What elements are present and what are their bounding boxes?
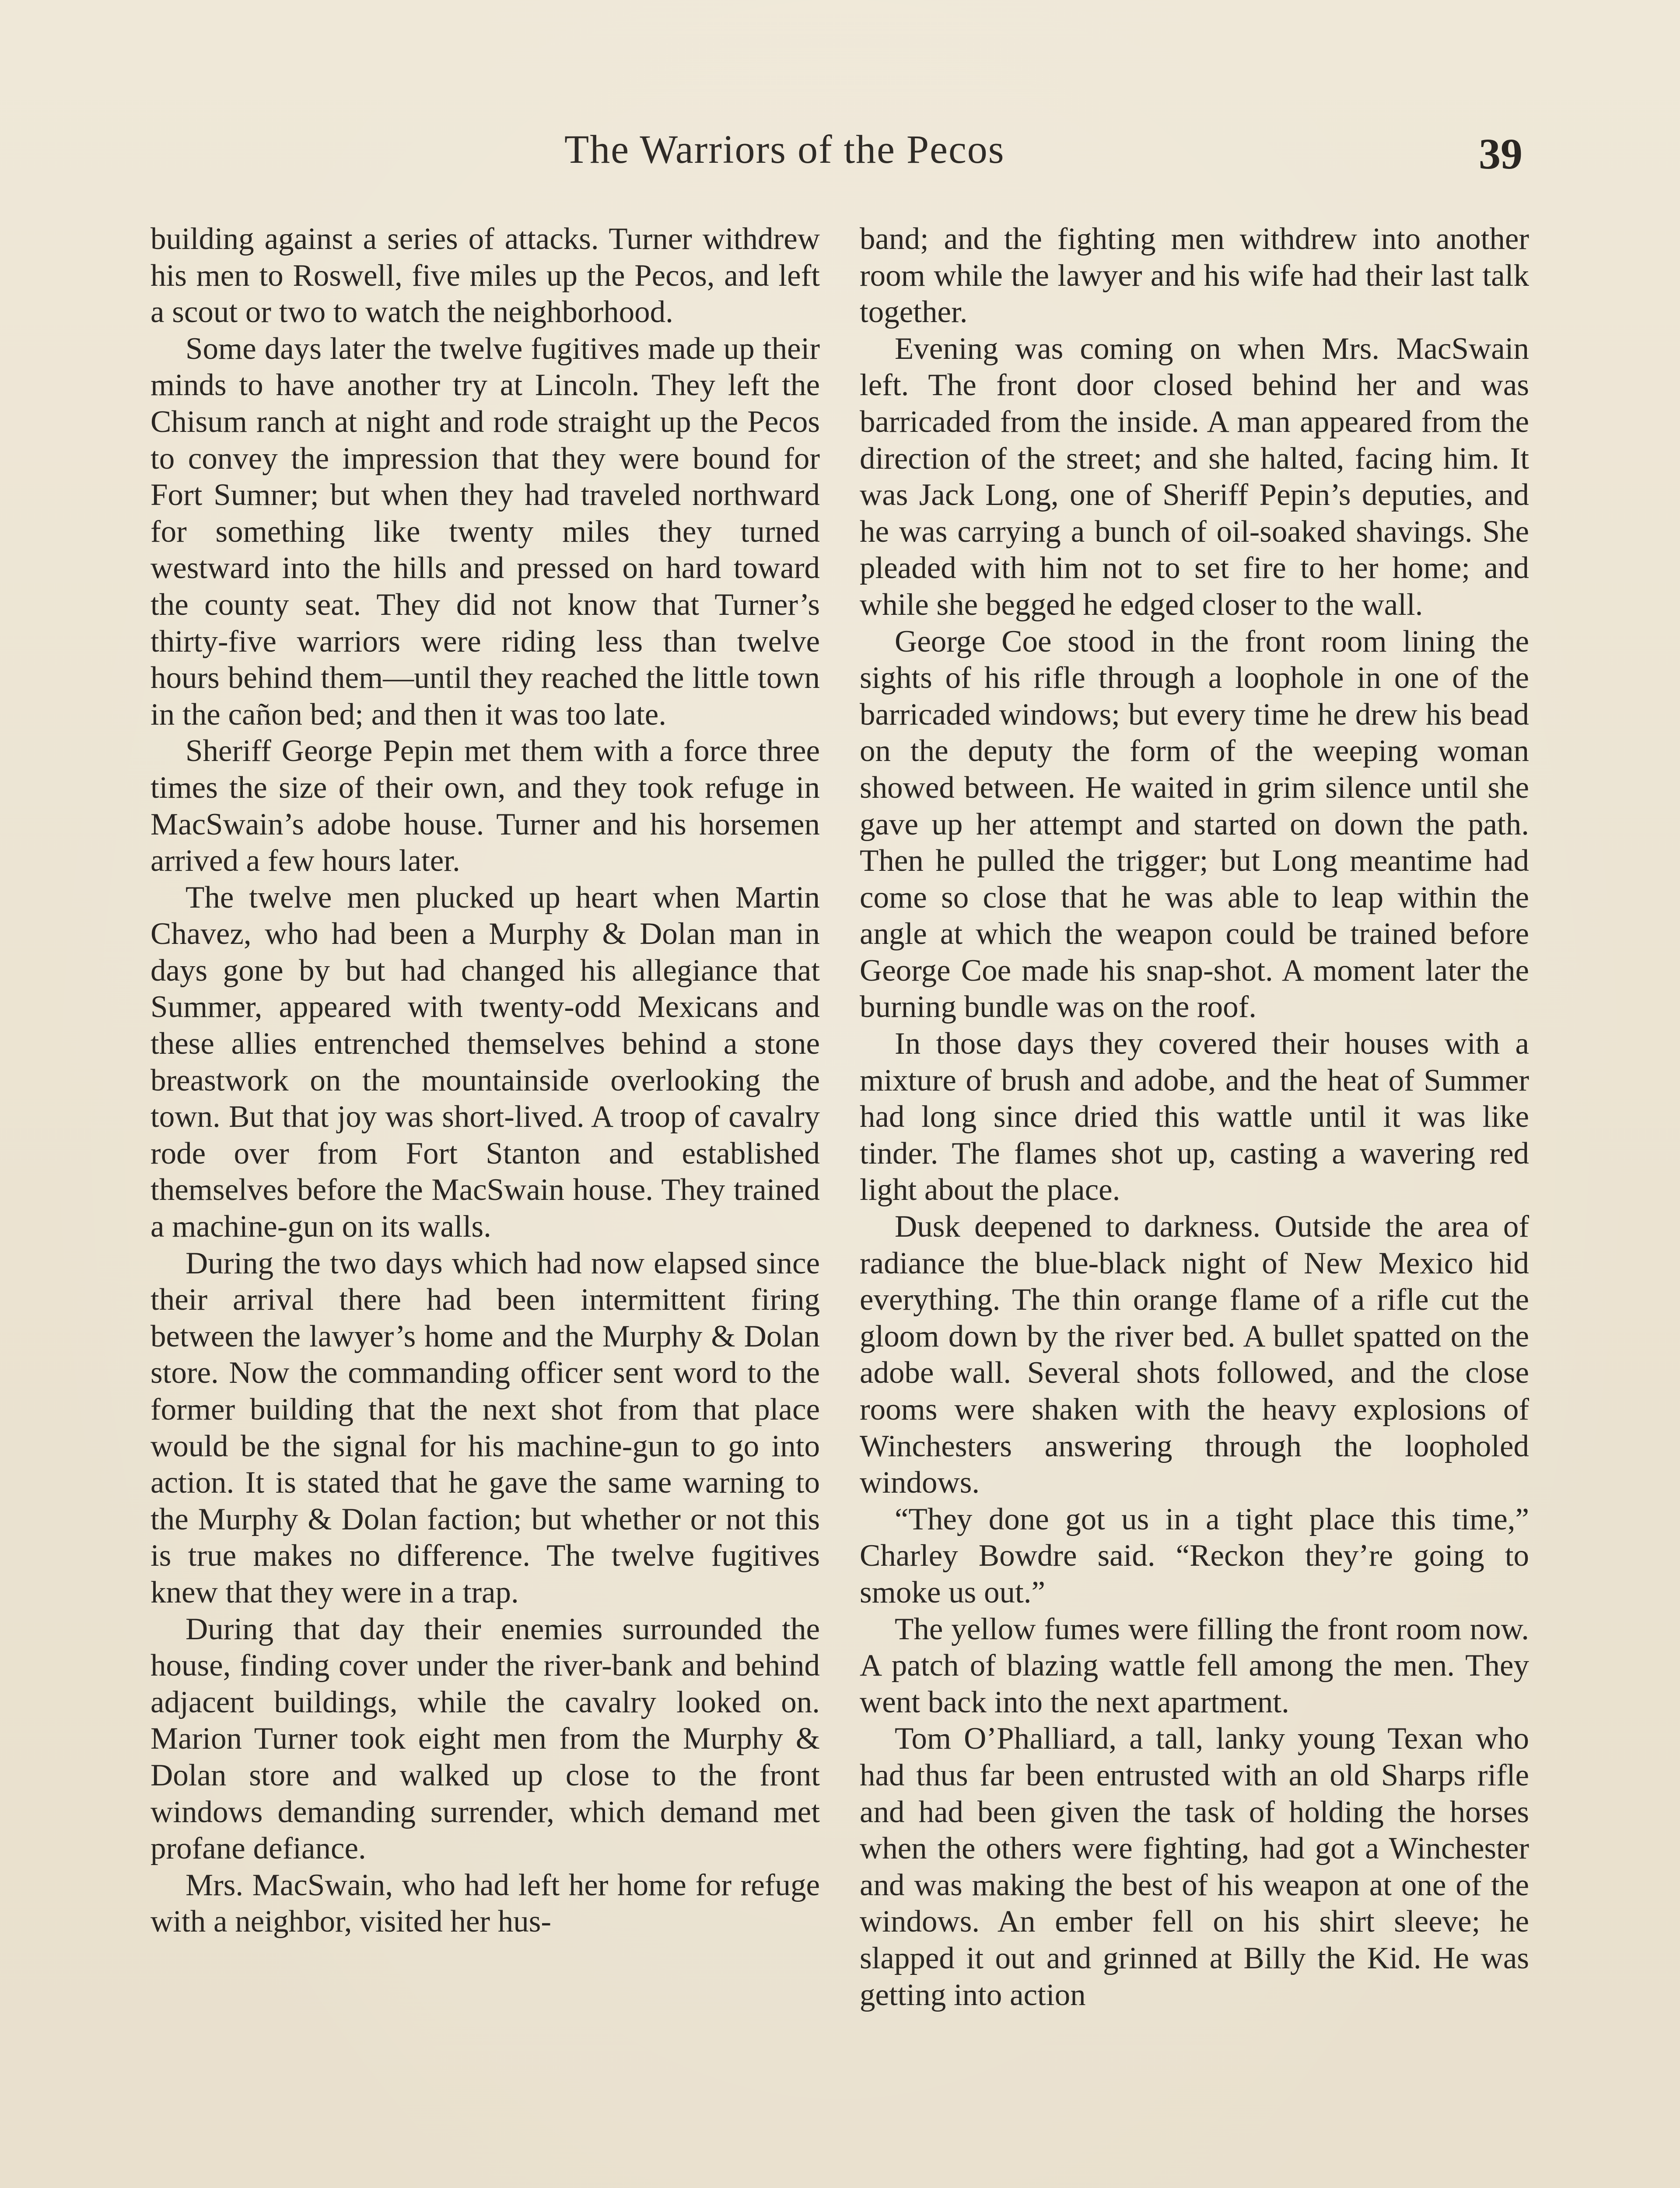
paragraph: band; and the fighting men withdrew into another room while the lawyer and his wife had their last talk together.	[860, 222, 1529, 330]
paragraph: Evening was coming on when Mrs. MacSwain left. The front door closed behind her and was barricaded from the inside. A man appeared from the direction of the street; and she halted, facing him. It was Jack Long, one of Sheriff Pepin’s deputies, and he was carrying a bunch of oil-soaked shavings. She pleaded with him not to set fire to her home; and while she begged he edged closer to the wall.	[860, 331, 1529, 622]
paragraph: George Coe stood in the front room lining the sights of his rifle through a loophole in one of the barricaded windows; but every time he drew his bead on the deputy the form of the weeping woman showed between. He waited in grim silence until she gave up her attempt and started on down the path. Then he pulled the trigger; but Long meantime had come so close that he was able to leap within the angle at which the weapon could be trained before George Coe made his snap-shot. A moment later the burning bundle was on the roof.	[860, 624, 1529, 1024]
paragraph: In those days they covered their houses with a mixture of brush and adobe, and the heat of Summer had long since dried this wattle until it was like tinder. The flames shot up, casting a wavering red light about the place.	[860, 1027, 1529, 1207]
paragraph: Sheriff George Pepin met them with a force three times the size of their own, and they took refuge in MacSwain’s adobe house. Turner and his horsemen arrived a few hours later.	[150, 734, 820, 878]
paragraph: During that day their enemies surrounded the house, finding cover under the river-bank and behind adjacent buildings, while the cavalry looked on. Marion Turner took eight men from the Murphy & Dolan store and walked up close to the front windows demanding surrender, which demand met profane defiance.	[150, 1612, 820, 1866]
paragraph: Dusk deepened to darkness. Outside the area of radiance the blue-black night of New Mexico hid everything. The thin orange flame of a rifle cut the gloom down by the river bed. A bullet spatted on the adobe wall. Several shots followed, and the close rooms were shaken with the heavy explosions of Winchesters answering through the loopholed windows.	[860, 1210, 1529, 1500]
right-column	[860, 221, 1529, 2013]
paragraph: Mrs. MacSwain, who had left her home for refuge with a neighbor, visited her hus-	[150, 1868, 820, 1939]
left-column	[150, 221, 820, 1940]
paragraph: Tom O’Phalliard, a tall, lanky young Texan who had thus far been entrusted with an old Sharps rifle and had been given the task of holding the horses when the others were fighting, had got a Winchester and was making the best of his weapon at one of the windows. An ember fell on his shirt sleeve; he slapped it out and grinned at Billy the Kid. He was getting into action	[860, 1722, 1529, 2012]
page-number: 39	[1479, 130, 1522, 178]
paragraph: The yellow fumes were filling the front room now. A patch of blazing wattle fell among the men. They went back into the next apartment.	[860, 1612, 1529, 1719]
paragraph: Some days later the twelve fugitives made up their minds to have another try at Lincoln. They left the Chisum ranch at night and rode straight up the Pecos to convey the impression that they were bound for Fort Sumner; but when they had traveled northward for something like twenty miles they turned westward into the hills and pressed on hard toward the county seat. They did not know that Turner’s thirty-five warriors were riding less than twelve hours behind them—until they reached the little town in the cañon bed; and then it was too late.	[150, 331, 820, 732]
paragraph: During the two days which had now elapsed since their arrival there had been intermittent firing between the lawyer’s home and the Murphy & Dolan store. Now the commanding officer sent word to the former building that the next shot from that place would be the signal for his machine-gun to go into action. It is stated that he gave the same warning to the Murphy & Dolan faction; but whether or not this is true makes no difference. The twelve fugitives knew that they were in a trap.	[150, 1246, 820, 1609]
paragraph: building against a series of attacks. Turner withdrew his men to Roswell, five miles up the Pecos, and left a scout or two to watch the neighborhood.	[150, 222, 820, 330]
paragraph: “They done got us in a tight place this time,” Charley Bowdre said. “Reckon they’re going to smoke us out.”	[860, 1502, 1529, 1609]
paragraph: The twelve men plucked up heart when Martin Chavez, who had been a Murphy & Dolan man in days gone by but had changed his allegiance that Summer, appeared with twenty-odd Mexicans and these allies entrenched themselves behind a stone breastwork on the mountainside overlooking the town. But that joy was short-lived. A troop of cavalry rode over from Fort Stanton and established themselves before the MacSwain house. They trained a machine-gun on its walls.	[150, 880, 820, 1244]
running-head: The Warriors of the Pecos	[564, 127, 1005, 172]
